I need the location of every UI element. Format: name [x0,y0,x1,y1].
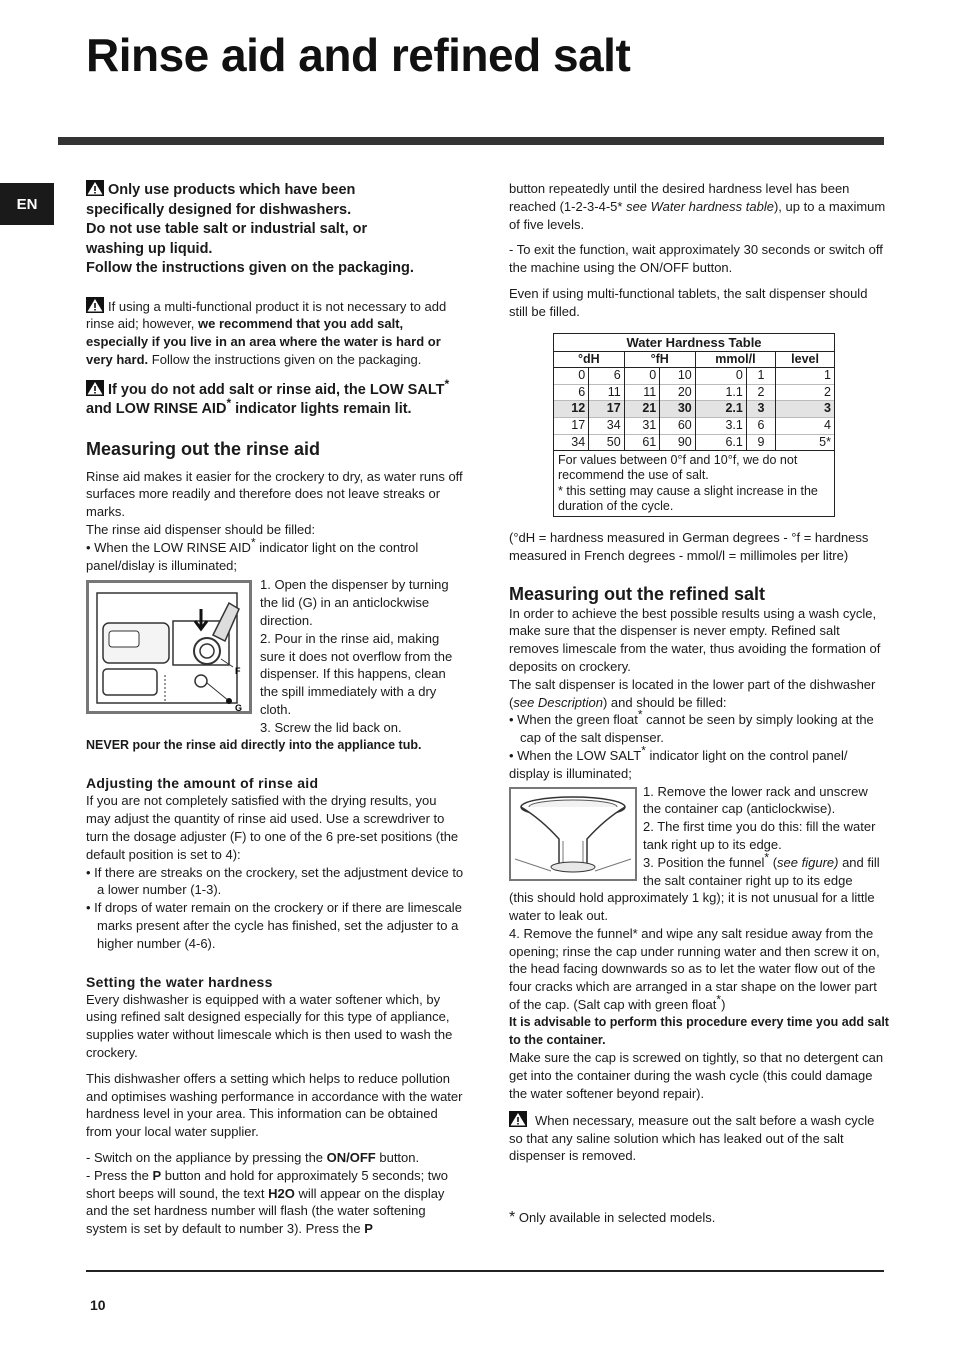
table-row [554,434,834,450]
text-bold: we recommend that you add salt, especially if you live in an area where the water is hard or very hard. [86,316,441,367]
rinse-figure-row [86,576,464,736]
table-cell: 1.1 [695,384,746,401]
language-tab: EN [0,183,54,225]
text: Follow the instructions given on the packaging. [148,351,422,367]
table-cell: 0 [624,368,660,385]
rinse-dispenser-figure [86,580,252,714]
table-note-1: For values between 0°f and 10°f, we do not recommend the use of salt. [558,453,798,483]
text: button. [375,1149,420,1165]
header-dh: °dH [554,352,624,368]
text: - Press the [86,1167,153,1183]
table-cell: 60 [660,417,696,434]
asterisk: * [509,1209,516,1227]
salt-warning [509,1111,889,1165]
table-cell: 11 [589,384,625,401]
table-row [554,368,834,385]
table-cell: 34 [589,417,625,434]
table-cell: 12 [554,401,589,418]
page-number: 10 [90,1297,106,1313]
table-body [554,368,834,450]
table-cell: 0 [554,368,589,385]
table-cell: 17 [554,417,589,434]
warning-multifunctional [86,297,464,369]
adjust-intro: If you are not completely satisfied with the drying results, you may adjust the quantity of rinse aid used. Use a screwdriver to turn the dosage adjuster (F) to one of the 6 pre-set positions (the default position is set to 4): [86,793,459,862]
salt-p2 [509,676,889,712]
table-cell: 21 [624,401,660,418]
asterisk: * [444,376,450,391]
page-title: Rinse aid and refined salt [86,29,631,81]
rinse-fill-when: The rinse aid dispenser should be filled: [86,522,316,538]
text: button and hold for approximately 5 seconds; two short beeps will sound, the text [86,1167,449,1201]
right-column [509,180,889,1227]
text-bold: P [152,1167,162,1183]
warning-line: Only use products which have been [108,182,356,198]
hardness-tablets: Even if using multi-functional tablets, the salt dispenser should still be filled. [509,285,868,319]
rinse-step: 2. Pour in the rinse aid, making sure it does not overflow from the dispenser. If this happens, clean the spill immediately with a dry cloth. [260,630,453,718]
table-cell: 2.1 [695,401,746,418]
salt-step-continued: (this should hold approximately 1 kg); it is not unusual for a little water to leak out. [509,890,875,924]
table-header-row [554,352,834,368]
adjust-bullet: • If there are streaks on the crockery, set the adjustment device to a lower number (1-3). [86,864,464,898]
text: indicator lights remain lit. [231,401,412,418]
text: Only available in selected models. [515,1210,716,1226]
table-cell: 10 [660,368,696,385]
table-cell: 4 [776,417,834,434]
text: cannot be seen by simply looking at the cap of the salt dispenser. [520,712,874,746]
header-mmol: mmol/l [695,352,775,368]
text-bold: H2O [268,1185,295,1201]
text: button repeatedly until the desired hardness level has been reached (1-2-3-4-5* [509,181,850,214]
left-column [86,180,464,1238]
table-cell: 61 [624,434,660,450]
salt-step [643,850,889,890]
heading-water-hardness: Setting the water hardness [86,973,273,990]
text: ( [769,854,778,870]
table-cell: 9 [746,434,775,450]
salt-step-4 [509,925,889,1014]
asterisk: * [716,992,722,1007]
salt-step: 1. Remove the lower rack and unscrew the container cap (anticlockwise). [643,783,868,817]
hardness-continued [509,180,889,233]
table-cell: 90 [660,434,696,450]
hardness-step-2 [86,1167,464,1238]
table-cell: 6 [746,417,775,434]
rinse-never-warning: NEVER pour the rinse aid directly into the appliance tub. [86,737,422,752]
hardness-step-1 [86,1149,464,1167]
table-cell: 31 [624,417,660,434]
text-italic: see Water hardness table [626,198,774,214]
table-cell: 3 [776,401,834,418]
rinse-intro: Rinse aid makes it easier for the crockery to dry, as water runs off surfaces more readily and therefore does not leave streaks or marks. [86,468,463,520]
salt-p3: Make sure the cap is screwed on tightly, so that no detergent can get into the container during the wash cycle (this could damage the water softener beyond repair). [509,1050,884,1102]
adjust-bullet: • If drops of water remain on the crockery or if there are limescale marks present after the cycle has finished, set the adjuster to a higher number (4-6). [86,900,462,951]
header-fh: °fH [624,352,695,368]
table-row [554,401,834,418]
asterisk: * [764,850,770,865]
text: • When the LOW SALT [509,747,642,763]
dispenser-illustration [89,583,249,711]
water-hardness-table [553,333,835,517]
table-legend: (°dH = hardness measured in German degrees - °f = hardness measured in French degrees - mmol/l = millimoles per litre) [509,529,869,563]
salt-advise: It is advisable to perform this procedure every time you add salt to the container. [509,1014,889,1047]
text: • When the LOW RINSE AID [86,539,251,555]
text: will appear on the display and the set hardness number will flash (the water softening system is set by default to number 3). Press the [86,1185,445,1237]
table-cell: 34 [554,434,589,450]
asterisk: * [250,535,256,550]
salt-figure-row [509,783,889,890]
heading-adjust-rinse: Adjusting the amount of rinse aid [86,775,319,792]
figure-label-f: F [235,666,241,677]
table-cell: 0 [695,368,746,385]
warning-line: specifically designed for dishwashers. [86,201,352,218]
text: ), up to a maximum of five levels. [509,198,886,232]
table-title: Water Hardness Table [554,334,834,352]
salt-funnel-figure [509,787,637,881]
footnote [509,1209,889,1227]
warning-indicator-lights [86,376,464,420]
rinse-step: 3. Screw the lid back on. [260,719,402,735]
hardness-grid [554,352,834,451]
text: • When the green float [509,712,638,728]
asterisk: * [226,396,232,411]
table-cell: 2 [776,384,834,401]
table-cell: 3.1 [695,417,746,434]
text: If you do not add salt or rinse aid, the LOW SALT [108,381,445,398]
warning-icon [86,297,104,313]
table-cell: 6.1 [695,434,746,450]
text-italic: see figure) [777,854,839,870]
warning-line: Follow the instructions given on the packaging. [86,260,414,276]
salt-bullet [509,708,889,747]
hardness-p1: Every dishwasher is equipped with a water softener which, by using refined salt designed especially for this type of appliance, supplies water without limescale which is then used to wash the crockery. [86,991,453,1060]
salt-step: 2. The first time you do this: fill the water tank right up to its edge. [643,819,876,852]
text: 4. Remove the funnel* and wipe any salt residue away from the opening; rinse the cap under running water and then screw it on, the head facing downwards so as to let the water flow out of the four cracks which are arranged in a star shape on the lower part of the cap. (Salt cap with green float [509,925,880,1013]
warning-products [86,180,464,279]
text: When necessary, measure out the salt before a wash cycle so that any saline solution which has leaked out of the salt dispenser is removed. [509,1112,875,1164]
table-cell: 17 [589,401,625,418]
warning-icon [86,380,104,396]
table-cell: 30 [660,401,696,418]
table-cell: 2 [746,384,775,401]
text-bold: ON/OFF [326,1149,376,1165]
warning-line: Do not use table salt or industrial salt, or [86,221,368,237]
table-cell: 1 [776,368,834,385]
hardness-exit: - To exit the function, wait approximately 30 seconds or switch off the machine using the ON/OFF button. [509,242,883,276]
title-rule [58,137,884,145]
salt-p1: In order to achieve the best possible results using a wash cycle, make sure that the dispenser is never empty. Refined salt removes limescale from the water, thus avoiding the formation of deposits on crockery. [509,605,881,674]
warning-line: washing up liquid. [86,240,213,257]
table-row [554,384,834,401]
salt-steps [637,783,889,890]
text: The salt dispenser is located in the lower part of the dishwasher ( [509,676,876,710]
table-cell: 11 [624,384,660,401]
text: 3. Position the funnel [643,854,765,870]
rinse-steps [252,576,464,736]
text: ) and should be filled: [602,694,727,710]
hardness-p2: This dishwasher offers a setting which helps to reduce pollution and optimises washing performance in accordance with the water hardness level in your area. This information can be obtained from your local water supplier. [86,1070,463,1140]
text: and fill the salt container right up to its edge [643,854,880,888]
table-note-2: * this setting may cause a slight increase in the duration of the cycle. [558,483,818,513]
heading-refined-salt: Measuring out the refined salt [509,583,766,604]
table-cell: 50 [589,434,625,450]
warning-icon [509,1111,527,1127]
table-cell: 6 [589,368,625,385]
footer-rule [86,1270,884,1272]
text: ) [721,997,726,1013]
heading-rinse-aid: Measuring out the rinse aid [86,438,321,459]
salt-bullet [509,743,889,783]
header-level: level [776,352,834,368]
text: indicator light on the control panel/dislay is illuminated; [86,539,419,573]
text: indicator light on the control panel/ display is illuminated; [509,747,848,781]
table-cell: 5* [776,434,834,450]
text: - Switch on the appliance by pressing the [86,1149,327,1165]
funnel-illustration [511,789,635,879]
asterisk: * [637,708,643,722]
table-cell: 1 [746,368,775,385]
warning-icon [86,180,104,196]
figure-label-g: G [235,703,243,712]
table-cell: 20 [660,384,696,401]
text: If using a multi-functional product it is not necessary to add rinse aid; however, [86,298,447,332]
table-row [554,417,834,434]
text-italic: see Description [513,694,603,710]
rinse-step: 1. Open the dispenser by turning the lid (G) in an anticlockwise direction. [260,577,449,629]
table-cell: 6 [554,384,589,401]
table-note [554,450,834,516]
asterisk: * [641,743,646,758]
text: and LOW RINSE AID [86,401,227,418]
text-bold: P [364,1221,373,1237]
table-cell: 3 [746,401,775,418]
rinse-bullet [86,535,464,575]
